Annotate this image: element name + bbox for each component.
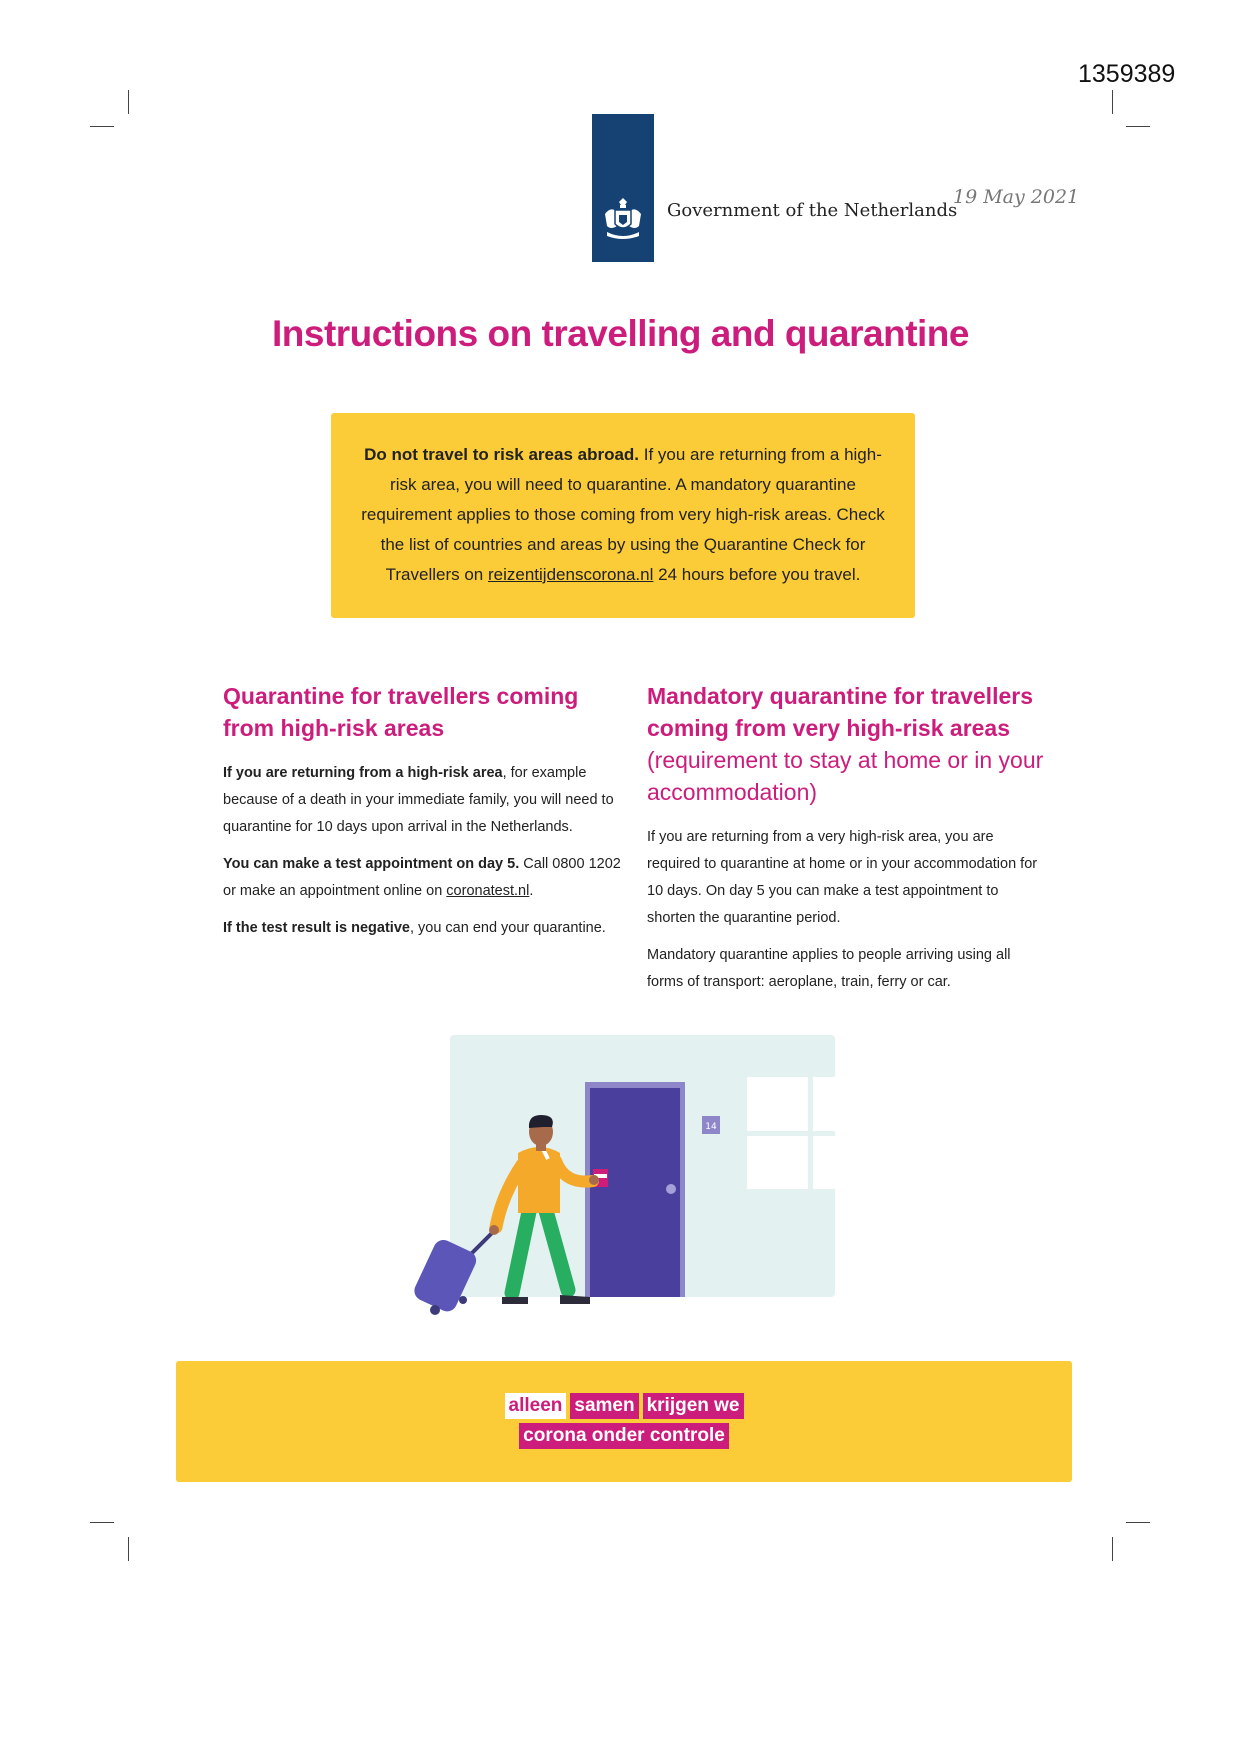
high-risk-paragraph-3 — [223, 915, 623, 942]
emphasis: You can make a test appointment on day 5. — [223, 856, 520, 872]
traveller-at-door-illustration — [410, 1035, 850, 1325]
notice-text-end: 24 hours before you travel. — [653, 565, 861, 584]
crop-mark — [1112, 90, 1113, 114]
footer-banner — [176, 1361, 1072, 1482]
slogan-word: samen — [570, 1393, 638, 1419]
high-risk-section — [223, 680, 623, 952]
organization-name: Government of the Netherlands — [667, 200, 958, 221]
very-high-risk-paragraph-2: Mandatory quarantine applies to people arriving using all forms of transport: aeroplane, train, ferry or car. — [647, 947, 1011, 990]
paragraph-text: Call 0800 1202 or make an appointment online on — [223, 856, 621, 899]
heading-bold: Mandatory quarantine for travellers coming from very high-risk areas — [647, 683, 1033, 741]
campaign-slogan — [176, 1391, 1072, 1451]
slogan-word: krijgen we — [643, 1393, 744, 1419]
high-risk-paragraph-2 — [223, 851, 623, 905]
coronatest-link[interactable]: coronatest.nl — [446, 883, 530, 899]
crop-mark — [90, 1522, 114, 1523]
crop-mark — [1126, 1522, 1150, 1523]
emphasis: If you are returning from a high-risk area — [223, 765, 503, 781]
paragraph-text: , you can end your quarantine. — [409, 920, 606, 936]
travel-notice-box — [331, 413, 915, 618]
emphasis: If the test result is negative — [223, 920, 410, 936]
door-number: 14 — [705, 1122, 717, 1132]
very-high-risk-section — [647, 680, 1047, 1006]
crop-mark — [1112, 1537, 1113, 1561]
notice-lead: Do not travel to risk areas abroad. — [364, 445, 640, 464]
crop-mark — [128, 90, 129, 114]
paragraph-text: , for example because of a death in your immediate family, you will need to quarantine for 10 days upon arrival in the Netherlands. — [223, 765, 614, 835]
heading-light: (requirement to stay at home or in your accommodation) — [647, 747, 1044, 805]
coat-of-arms-icon — [601, 196, 645, 242]
high-risk-paragraph-1 — [223, 760, 623, 841]
paragraph-text: . — [529, 883, 534, 899]
crop-mark — [1126, 126, 1150, 127]
very-high-risk-paragraph-1: If you are returning from a very high-risk area, you are required to quarantine at home or in your accommodation for 10 days. On day 5 you can make a test appointment to shorten the quarantine period. — [647, 829, 1038, 926]
slogan-word: alleen — [505, 1393, 567, 1419]
notice-link[interactable]: reizentijdenscorona.nl — [488, 565, 654, 584]
document-date: 19 May 2021 — [953, 186, 1080, 208]
government-logo — [592, 114, 654, 262]
notice-text: If you are returning from a high-risk area, you will need to quarantine. A mandatory quarantine requirement applies to those coming from very high-risk areas. Check the list of countries and areas by using the Quarantine Check for Travellers on — [361, 445, 885, 584]
document-id: 1359389 — [1078, 60, 1176, 88]
very-high-risk-heading — [647, 680, 1047, 808]
crop-mark — [90, 126, 114, 127]
page-title: Instructions on travelling and quarantine — [272, 313, 969, 354]
slogan-line: corona onder controle — [519, 1423, 729, 1449]
crop-mark — [128, 1537, 129, 1561]
high-risk-heading: Quarantine for travellers coming from high-risk areas — [223, 683, 579, 741]
